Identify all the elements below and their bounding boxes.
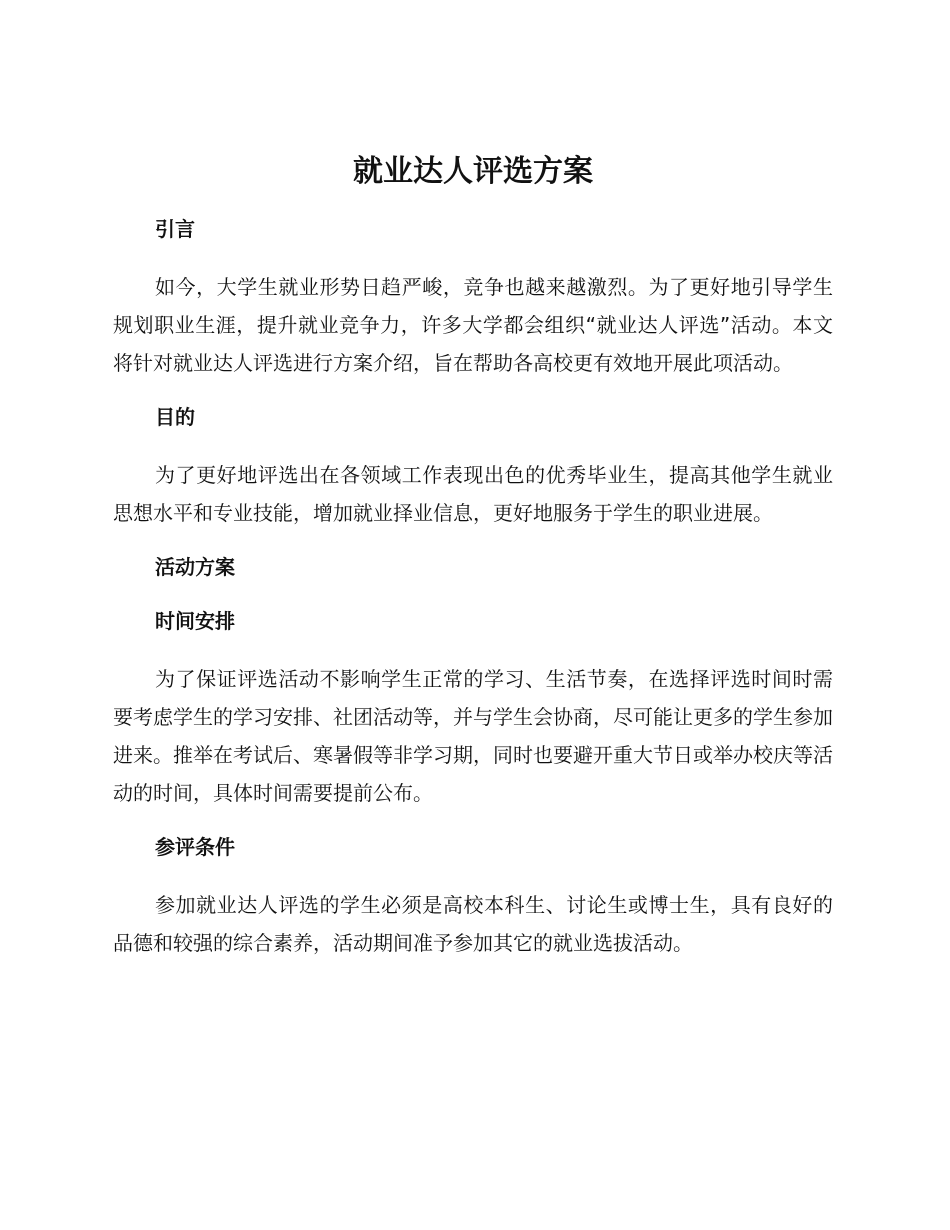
paragraph-schedule: 为了保证评选活动不影响学生正常的学习、生活节奏，在选择评选时间时需要考虑学生的学习安排、社团活动等，并与学生会协商，尽可能让更多的学生参加进来。推举在考试后、寒暑假等非学习期，同时也要避开重大节日或举办校庆等活动的时间，具体时间需要提前公布。 [113, 667, 833, 805]
section-heading-intro: 引言 [155, 217, 195, 241]
document-body [113, 148, 833, 982]
paragraph-eligibility: 参加就业达人评选的学生必须是高校本科生、讨论生或博士生，具有良好的品德和较强的综合素养，活动期间准予参加其它的就业选拔活动。 [113, 893, 833, 955]
section-heading-purpose: 目的 [155, 405, 195, 429]
section-heading-schedule: 时间安排 [155, 609, 235, 633]
section-heading-plan: 活动方案 [155, 555, 235, 579]
paragraph-intro: 如今，大学生就业形势日趋严峻，竞争也越来越激烈。为了更好地引导学生规划职业生涯，提升就业竞争力，许多大学都会组织“就业达人评选”活动。本文将针对就业达人评选进行方案介绍，旨在帮助各高校更有效地开展此项活动。 [113, 275, 833, 375]
paragraph-purpose: 为了更好地评选出在各领域工作表现出色的优秀毕业生，提高其他学生就业思想水平和专业技能，增加就业择业信息，更好地服务于学生的职业进展。 [113, 463, 833, 525]
section-heading-eligibility: 参评条件 [155, 835, 235, 859]
document-title: 就业达人评选方案 [353, 154, 593, 189]
